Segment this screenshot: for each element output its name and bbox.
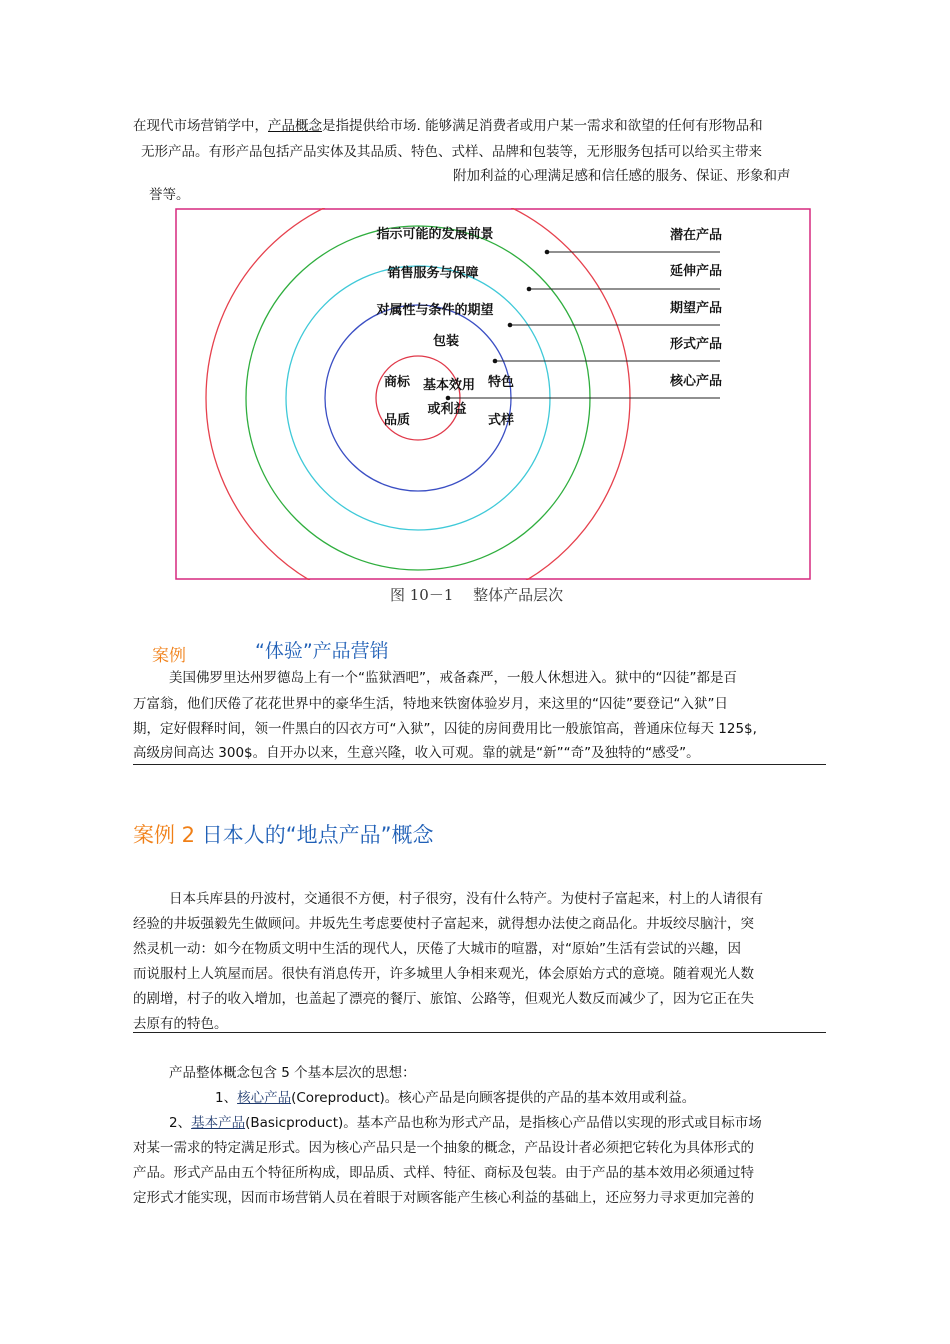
case1-title: “体验”产品营销 (255, 640, 389, 662)
pointer-dot (446, 396, 451, 401)
term-core-product[interactable]: 核心产品 (237, 1090, 292, 1106)
case2-heading (133, 819, 434, 849)
pointer-dot (545, 250, 550, 255)
ring-label-second: 销售服务与保障 (387, 266, 479, 281)
intro-line-2: 无形产品。有形产品包括产品实体及其品质、特色、式样、品牌和包装等，无形服务包括可以给买主带来 (141, 144, 762, 160)
pointer-dot (508, 323, 513, 328)
case2-line: 日本兵库县的丹波村，交通很不方便，村子很穷，没有什么特产。为使村子富起来，村上的人请很有 (169, 891, 763, 907)
case1-line: 期，定好假释时间，领一件黑白的囚衣方可“入狱”，囚徒的房间费用比一般旅馆高，普通床位每天 125$, (133, 721, 757, 737)
case2-line: 的剧增，村子的收入增加，也盖起了漂亮的餐厅、旅馆、公路等，但观光人数反而减少了，因为它正在失 (133, 991, 754, 1007)
case2-line: 然灵机一动：如今在物质文明中生活的现代人，厌倦了大城市的喧嚣，对“原始”生活有尝试的兴趣，因 (133, 941, 741, 957)
intro-line-4: 誉等。 (149, 187, 190, 203)
divider (133, 1032, 826, 1033)
intro-text: 在现代市场营销学中， (133, 118, 268, 134)
levels-intro: 产品整体概念包含 5 个基本层次的思想： (169, 1065, 416, 1081)
case1-line: 美国佛罗里达州罗德岛上有一个“监狱酒吧”，戒备森严，一般人休想进入。狱中的“囚徒”都是百 (169, 670, 737, 686)
ring-label-third: 对属性与条件的期望 (376, 303, 494, 318)
ring-label-quality: 品质 (383, 413, 411, 428)
level-item-2-line: 产品。形式产品由五个特征所构成，即品质、式样、特征、商标及包装。由于产品的基本效用必须通过特 (133, 1165, 754, 1181)
case1-line: 高级房间高达 300$。自开办以来，生意兴隆，收入可观。靠的就是“新”“奇”及独特的“感受”。 (133, 745, 700, 761)
divider (133, 764, 826, 765)
level-item-1 (215, 1088, 695, 1108)
term-product-concept: 产品概念 (268, 118, 322, 134)
ring-label-packaging: 包装 (432, 334, 460, 349)
level-label-expected: 期望产品 (670, 301, 723, 316)
case2-line: 去原有的特色。 (133, 1016, 228, 1032)
ring-label-style: 式样 (487, 413, 515, 428)
core-label-line2: 或利益 (427, 402, 467, 417)
item-text: (Coreproduct)。核心产品是向顾客提供的产品的基本效用或利益。 (291, 1090, 696, 1106)
item-number: 1、 (215, 1090, 238, 1106)
intro-text: 是指提供给市场. 能够满足消费者或用户某一需求和欲望的任何有形物品和 (322, 118, 763, 134)
ring-label-feature: 特色 (487, 375, 515, 390)
case1-label: 案例 (152, 646, 186, 666)
case2-line: 而说服村上人筑屋而居。很快有消息传开，许多城里人争相来观光，体会原始方式的意境。随着观光人数 (133, 966, 754, 982)
term-basic-product[interactable]: 基本产品 (191, 1115, 246, 1131)
product-levels-diagram (175, 208, 811, 580)
level-label-core: 核心产品 (670, 374, 723, 389)
item-text: (Basicproduct)。基本产品也称为形式产品，是指核心产品借以实现的形式或目标市场 (245, 1115, 762, 1131)
pointer-dot (527, 287, 532, 292)
level-item-2-line: 定形式才能实现，因而市场营销人员在着眼于对顾客能产生核心利益的基础上，还应努力寻求更加完善的 (133, 1190, 754, 1206)
level-label-potential: 潜在产品 (670, 228, 723, 243)
pointer-dot (493, 359, 498, 364)
case2-title: 日本人的“地点产品”概念 (201, 823, 434, 847)
level-label-formal: 形式产品 (670, 337, 723, 352)
potential-product-ring (206, 208, 630, 580)
level-label-augmented: 延伸产品 (670, 264, 723, 279)
intro-line-3: 附加利益的心理满足感和信任感的服务、保证、形象和声 (453, 168, 791, 184)
ring-label-outer: 指示可能的发展前景 (376, 227, 494, 242)
ring-label-brand: 商标 (383, 375, 411, 390)
level-item-2 (169, 1113, 762, 1133)
item-number: 2、 (169, 1115, 192, 1131)
case2-line: 经验的井坂强毅先生做顾问。井坂先生考虑要使村子富起来，就得想办法使之商品化。井坂绞尽脑汁，突 (133, 916, 754, 932)
intro-line-1 (133, 116, 763, 136)
case1-line: 万富翁，他们厌倦了花花世界中的豪华生活，特地来铁窗体验岁月，来这里的“囚徒”要登记“入狱”日 (133, 696, 728, 712)
case2-label: 案例 2 (133, 823, 196, 847)
figure-caption: 图 10－1 整体产品层次 (390, 586, 564, 604)
core-label-line1: 基本效用 (422, 378, 476, 393)
level-item-2-line: 对某一需求的特定满足形式。因为核心产品只是一个抽象的概念，产品设计者必须把它转化为具体形式的 (133, 1140, 754, 1156)
